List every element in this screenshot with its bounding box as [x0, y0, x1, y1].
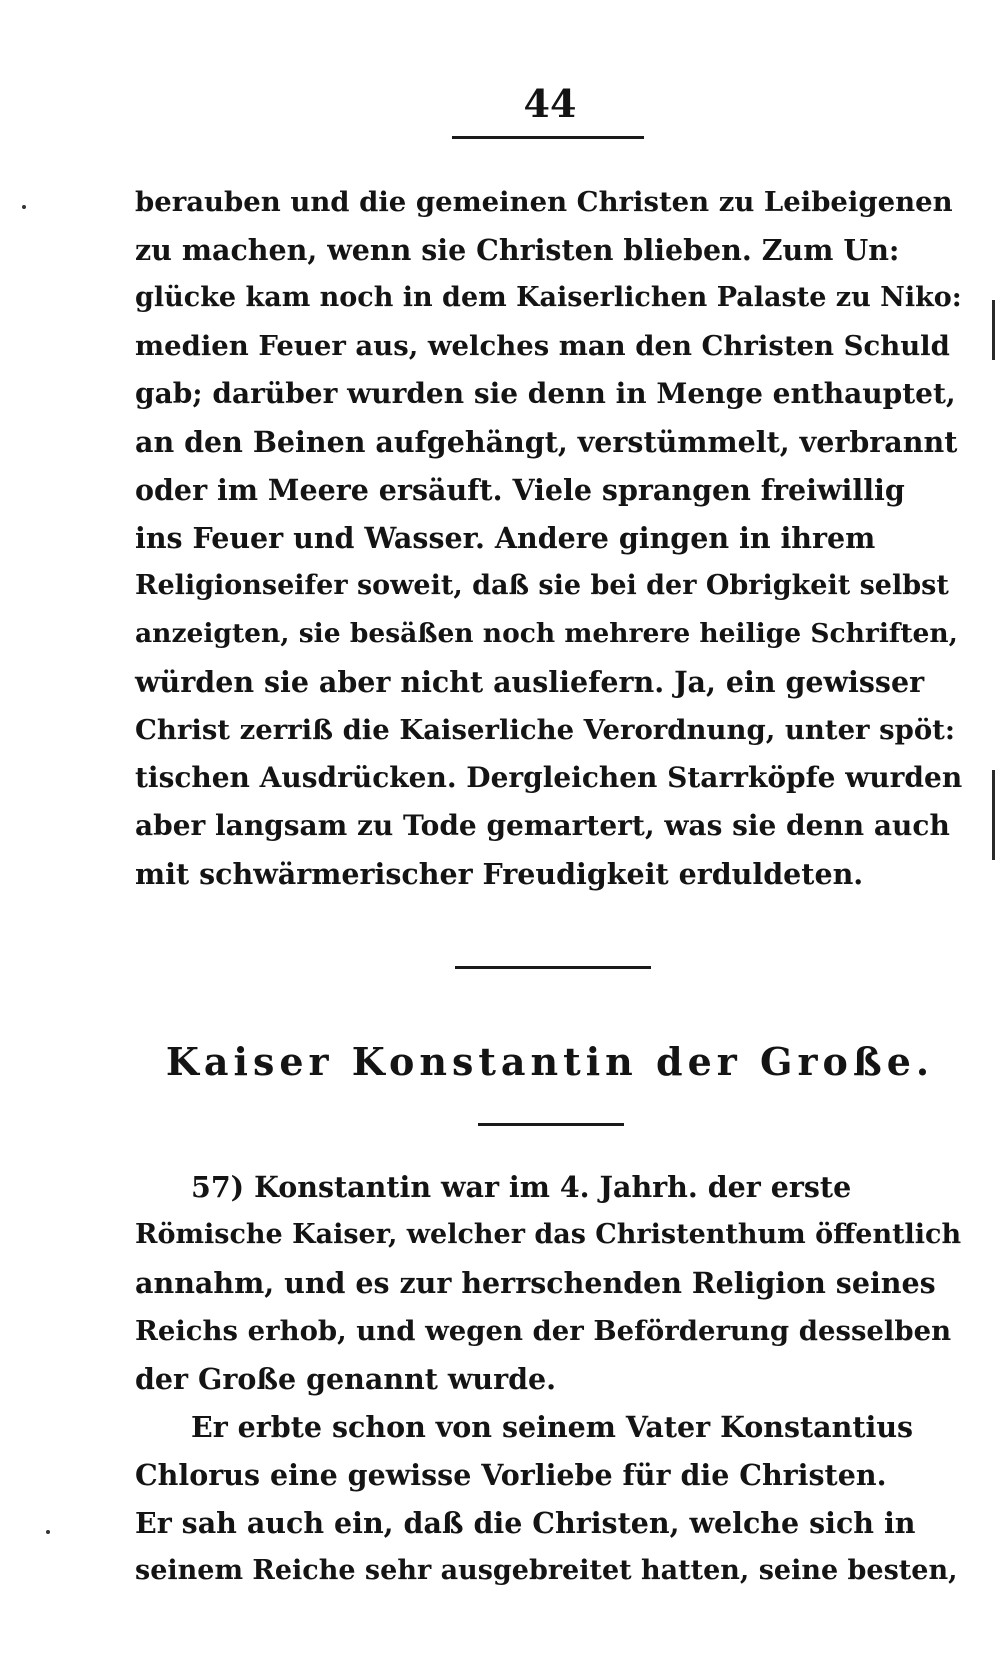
text-line: Römische Kaiser, welcher das Christenthum öffentlich: [135, 1219, 962, 1250]
paragraph-57: [135, 1163, 963, 1595]
text-line: Er sah auch ein, daß die Christen, welche sich in: [135, 1506, 916, 1540]
text-line: mit schwärmerischer Freudigkeit erduldeten.: [135, 857, 864, 891]
section-divider: [455, 966, 651, 969]
text-line: Christ zerriß die Kaiserliche Verordnung, unter spöt:: [135, 714, 956, 746]
text-line: oder im Meere ersäuft. Viele sprangen freiwillig: [135, 473, 905, 507]
page-number: 44: [523, 81, 577, 126]
text-line: seinem Reiche sehr ausgebreitet hatten, seine besten,: [135, 1555, 958, 1586]
text-line: aber langsam zu Tode gemartert, was sie denn auch: [135, 809, 950, 842]
text-line: Religionseifer soweit, daß sie bei der Obrigkeit selbst: [135, 570, 949, 601]
text-line: würden sie aber nicht ausliefern. Ja, ein gewisser: [135, 665, 925, 699]
section-heading: Kaiser Konstantin der Große.: [165, 1039, 935, 1084]
text-line: medien Feuer aus, welches man den Christen Schuld: [135, 330, 950, 362]
text-line: an den Beinen aufgehängt, verstümmelt, verbrannt: [135, 425, 958, 459]
text-line: der Große genannt wurde.: [135, 1362, 557, 1396]
scan-edge-mark: [992, 770, 995, 860]
text-line: Er erbte schon von seinem Vater Konstantius: [191, 1410, 914, 1444]
text-line: glücke kam noch in dem Kaiserlichen Palaste zu Niko:: [135, 282, 962, 313]
scan-edge-mark: [992, 300, 995, 360]
text-line: anzeigten, sie besäßen noch mehrere heilige Schriften,: [135, 618, 958, 649]
text-line: berauben und die gemeinen Christen zu Leibeigenen: [135, 186, 953, 218]
text-line: Reichs erhob, und wegen der Beförderung desselben: [135, 1315, 952, 1347]
scan-speck: [46, 1530, 50, 1534]
heading-underline: [478, 1123, 624, 1126]
header-rule: [452, 136, 644, 139]
text-line: annahm, und es zur herrschenden Religion seines: [135, 1266, 936, 1300]
text-line: ins Feuer und Wasser. Andere gingen in ihrem: [135, 521, 876, 555]
paragraph-continued: [135, 178, 963, 898]
text-line: zu machen, wenn sie Christen blieben. Zum Un:: [135, 233, 900, 267]
text-line: 57) Konstantin war im 4. Jahrh. der erste: [191, 1170, 852, 1204]
text-line: gab; darüber wurden sie denn in Menge enthauptet,: [135, 377, 956, 410]
text-line: tischen Ausdrücken. Dergleichen Starrköpfe wurden: [135, 761, 963, 794]
scan-speck: [22, 205, 26, 209]
text-line: Chlorus eine gewisse Vorliebe für die Christen.: [135, 1458, 887, 1492]
